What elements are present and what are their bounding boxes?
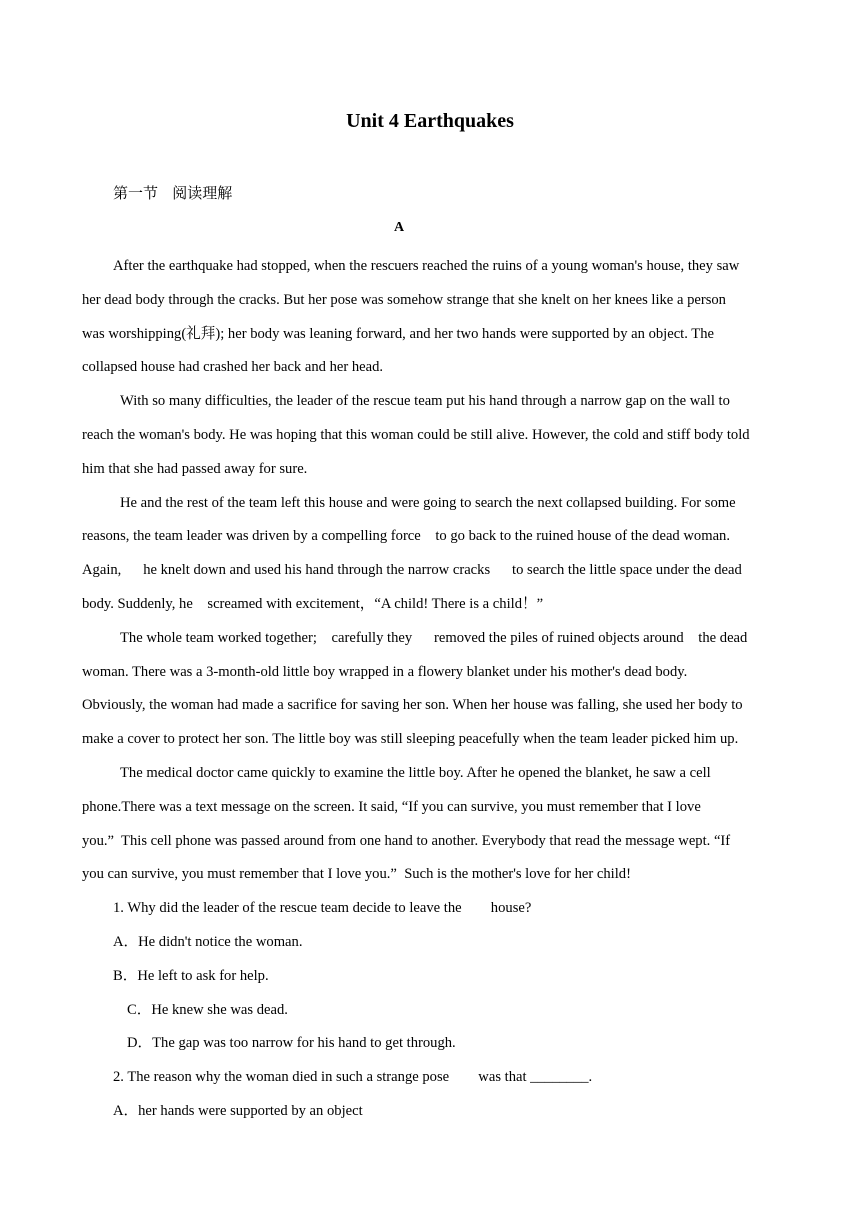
question-1-option-b: B．He left to ask for help. <box>113 967 269 984</box>
question-2: 2. The reason why the woman died in such a strange pose was that ________. <box>113 1069 593 1086</box>
text-line: him that she had passed away for sure. <box>82 460 308 477</box>
text-line: The medical doctor came quickly to examine the little boy. After he opened the blanket, he saw a cell <box>120 764 711 781</box>
question-1-option-d: D．The gap was too narrow for his hand to get through. <box>127 1035 456 1052</box>
text-line: make a cover to protect her son. The little boy was still sleeping peacefully when the team leader picked him up. <box>82 731 739 748</box>
text-line: collapsed house had crashed her back and her head. <box>82 359 384 376</box>
text-line: her dead body through the cracks. But her pose was somehow strange that she knelt on her knees like a person <box>82 291 726 308</box>
text-line: phone.There was a text message on the screen. It said, “If you can survive, you must remember that I love <box>82 798 701 815</box>
text-line: reach the woman's body. He was hoping that this woman could be still alive. However, the cold and stiff body told <box>82 426 750 443</box>
question-1-option-a: A．He didn't notice the woman. <box>113 933 303 950</box>
text-line: you.” This cell phone was passed around from one hand to another. Everybody that read the message wept. “If <box>82 832 731 849</box>
question-2-option-a: A．her hands were supported by an object <box>113 1102 363 1119</box>
text-line: was worshipping(礼拜); her body was leaning forward, and her two hands were supported by an object. The <box>82 325 714 342</box>
text-line: With so many difficulties, the leader of the rescue team put his hand through a narrow gap on the wall to <box>120 393 730 410</box>
text-line: woman. There was a 3‑month‑old little boy wrapped in a flowery blanket under his mother's dead body. <box>82 663 688 680</box>
text-line: After the earthquake had stopped, when the rescuers reached the ruins of a young woman's house, they saw <box>113 258 740 274</box>
passage-body <box>82 250 782 1129</box>
text-line: Again, he knelt down and used his hand through the narrow cracks to search the little space under the dead <box>82 562 742 579</box>
text-line: Obviously, the woman had made a sacrifice for saving her son. When her house was falling, she used her body to <box>82 697 743 714</box>
text-line: reasons, the team leader was driven by a compelling force to go back to the ruined house of the dead woman. <box>82 528 730 545</box>
document-title: Unit 4 Earthquakes <box>346 110 514 132</box>
text-line: body. Suddenly, he screamed with excitement，“A child! There is a child！” <box>82 595 544 612</box>
section-heading: 第一节 阅读理解 <box>113 184 233 202</box>
text-line: The whole team worked together; carefully they removed the piles of ruined objects around the dead <box>120 629 748 646</box>
question-1-option-c: C．He knew she was dead. <box>127 1001 288 1018</box>
text-line: you can survive, you must remember that I love you.” Such is the mother's love for her child! <box>82 866 631 883</box>
passage-label: A <box>393 220 405 235</box>
text-line: He and the rest of the team left this house and were going to search the next collapsed building. For some <box>120 494 736 511</box>
question-1: 1. Why did the leader of the rescue team decide to leave the house? <box>113 900 532 917</box>
